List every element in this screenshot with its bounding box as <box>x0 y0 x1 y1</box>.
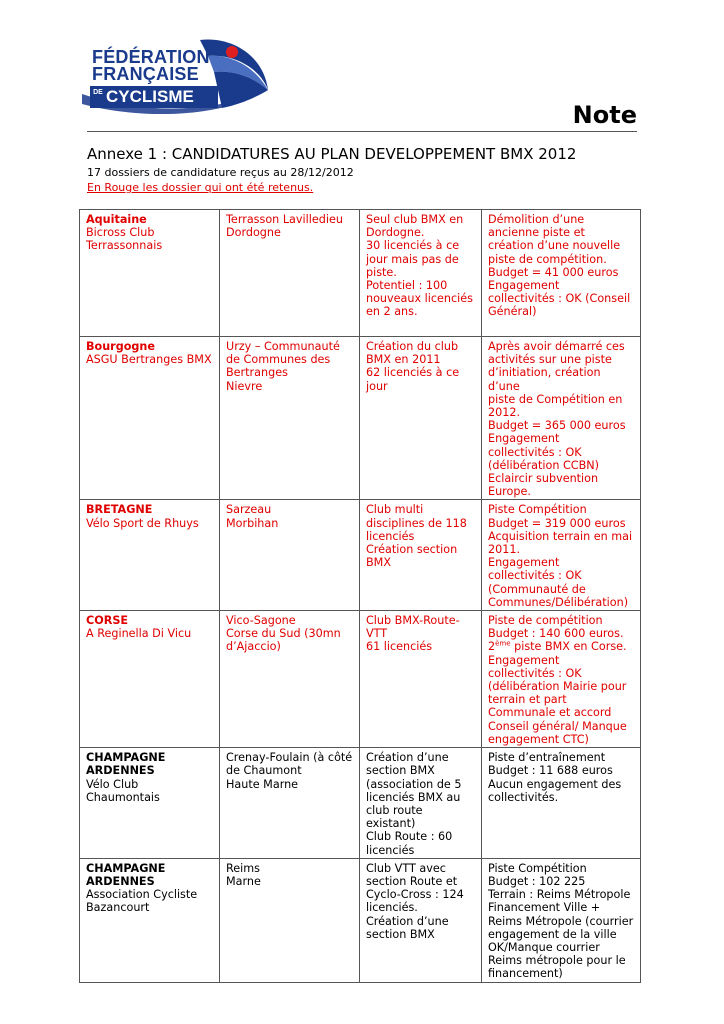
location-cell <box>220 337 360 500</box>
location-cell <box>220 210 360 337</box>
location-cell <box>220 611 360 748</box>
project-text-a: Piste de compétition Budget : 140 600 euros. 2 <box>488 614 624 654</box>
region-label: BRETAGNE <box>86 503 153 517</box>
club-cell <box>80 337 220 500</box>
location-cell <box>220 748 360 859</box>
retained-note: En Rouge les dossier qui ont été retenus. <box>87 181 314 194</box>
club-name: Association Cycliste Bazancourt <box>86 888 198 915</box>
location-text: Vico-Sagone Corse du Sud (30mn d’Ajaccio) <box>226 614 341 654</box>
table-row <box>80 611 641 748</box>
region-label: Aquitaine <box>86 213 147 226</box>
details-text: Seul club BMX en Dordogne. 30 licenciés à ce jour mais pas de piste. Potentiel : 100 nouveaux licenciés en 2 ans. <box>366 213 473 319</box>
details-cell <box>360 858 482 982</box>
club-name: Vélo Club Chaumontais <box>86 777 160 804</box>
location-cell <box>220 858 360 982</box>
project-text: Après avoir démarré ces activités sur une piste d’initiation, création d’une piste de Compétition en 2012. Budget = 365 000 euros Engagement collectivités : OK (délibération CCBN) Eclaircir subvention Europe. <box>488 340 626 499</box>
location-text: Sarzeau Morbihan <box>226 503 279 530</box>
project-cell <box>482 500 641 611</box>
project-cell <box>482 748 641 859</box>
project-cell <box>482 858 641 982</box>
location-cell <box>220 500 360 611</box>
club-cell <box>80 611 220 748</box>
table-row <box>80 858 641 982</box>
logo-text-de: DE <box>93 89 103 96</box>
logo-text-francaise: FRANÇAISE <box>92 64 199 84</box>
location-text: Crenay-Foulain (à côté de Chaumont Haute Marne <box>226 751 353 791</box>
club-cell <box>80 210 220 337</box>
details-text: Club BMX-Route- VTT 61 licenciés <box>366 614 460 654</box>
table-row <box>80 748 641 859</box>
candidatures-table <box>79 209 641 983</box>
table-row <box>80 210 641 337</box>
details-cell <box>360 337 482 500</box>
location-text: Reims Marne <box>226 861 261 888</box>
table-row <box>80 500 641 611</box>
project-text: Piste Compétition Budget = 319 000 euros Acquisition terrain en mai 2011. Engagement collectivités : OK (Communauté de Communes/Délibération) <box>488 503 633 609</box>
details-cell <box>360 210 482 337</box>
club-name: ASGU Bertranges BMX <box>86 353 212 367</box>
club-name: Bicross Club Terrassonnais <box>86 226 163 253</box>
region-label: CHAMPAGNE ARDENNES <box>86 751 166 778</box>
note-heading: Note <box>572 101 637 129</box>
project-cell <box>482 337 641 500</box>
project-text: Démolition d’une ancienne piste et création d’une nouvelle piste de compétition. Budget = 41 000 euros Engagement collectivités : OK (Conseil Général) <box>488 213 631 319</box>
club-cell <box>80 858 220 982</box>
details-text: Création d’une section BMX (association de 5 licenciés BMX au club route existant) Club Route : 60 licenciés <box>366 751 462 857</box>
details-cell <box>360 611 482 748</box>
region-label: CHAMPAGNE ARDENNES <box>86 861 166 888</box>
subtitle: 17 dossiers de candidature reçus au 28/12/2012 <box>87 166 354 179</box>
page-title: Annexe 1 : CANDIDATURES AU PLAN DEVELOPPEMENT BMX 2012 <box>87 145 577 163</box>
project-text <box>488 614 634 746</box>
details-text: Création du club BMX en 2011 62 licenciés à ce jour <box>366 340 460 393</box>
details-cell <box>360 500 482 611</box>
location-text: Terrasson Lavilledieu Dordogne <box>226 213 343 240</box>
region-label: CORSE <box>86 614 129 628</box>
location-text: Urzy – Communauté de Communes des Bertranges Nievre <box>226 340 340 393</box>
project-text-b: piste BMX en Corse. Engagement collectivités : OK (délibération Mairie pour terrain et part Communale et accord Conseil général/ Manque engagement CTC) <box>488 640 627 746</box>
club-cell <box>80 748 220 859</box>
project-cell <box>482 611 641 748</box>
logo-text-cyclisme: CYCLISME <box>106 87 194 106</box>
club-name: Vélo Sport de Rhuys <box>86 516 199 530</box>
region-label: Bourgogne <box>86 340 155 353</box>
project-cell <box>482 210 641 337</box>
details-text: Club VTT avec section Route et Cyclo-Cross : 124 licenciés. Création d’une section BMX <box>366 861 464 941</box>
table-row <box>80 337 641 500</box>
project-text: Piste Compétition Budget : 102 225 Terrain : Reims Métropole Financement Ville + Reims Métropole (courrier engagement de la ville OK/Manque courrier Reims métropole pour le financement) <box>488 861 634 981</box>
club-cell <box>80 500 220 611</box>
header-divider <box>87 131 637 132</box>
logo-text-federation: FÉDÉRATION <box>92 47 210 67</box>
project-text: Piste d’entraînement Budget : 11 688 euros Aucun engagement des collectivités. <box>488 751 622 804</box>
superscript-ordinal: ème <box>495 639 511 648</box>
details-text: Club multi disciplines de 118 licenciés Création section BMX <box>366 503 467 570</box>
details-cell <box>360 748 482 859</box>
club-name: A Reginella Di Vicu <box>86 627 192 641</box>
ffc-logo <box>82 34 272 116</box>
